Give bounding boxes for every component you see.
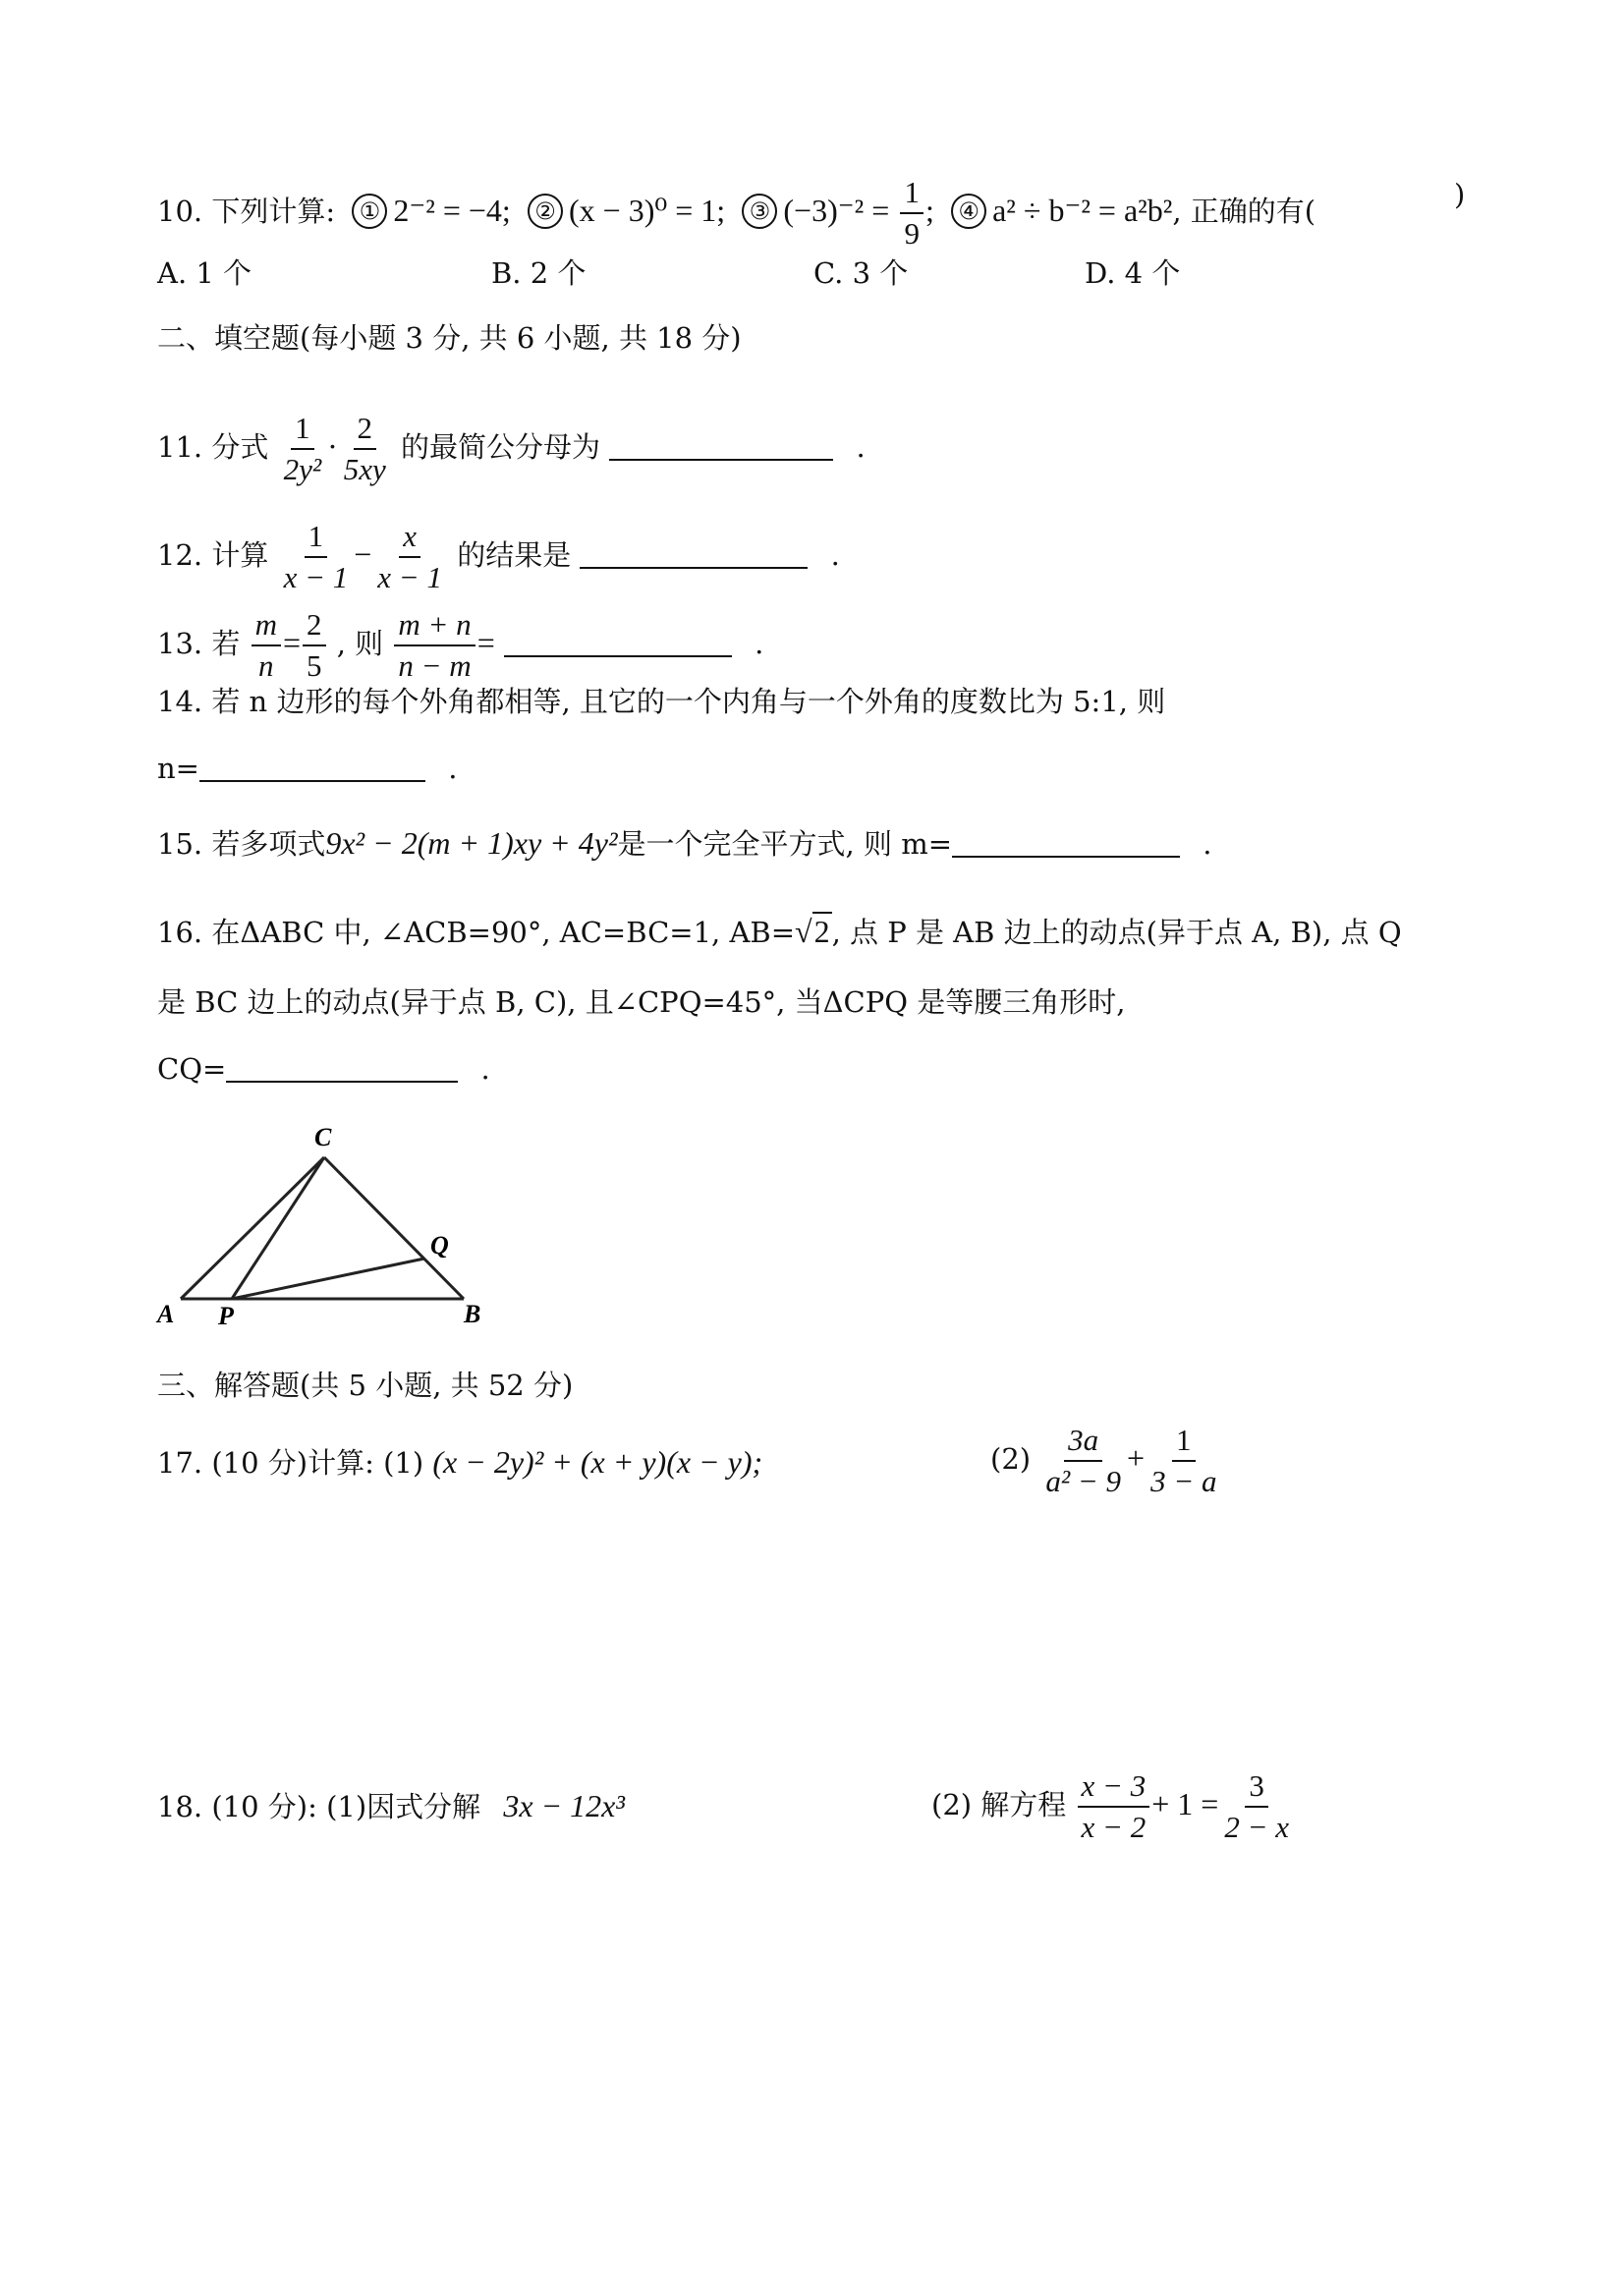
q17-fraction-2 xyxy=(1147,1423,1220,1499)
q12-f2-num-text: x xyxy=(403,519,418,553)
q12-fraction-2 xyxy=(373,519,446,595)
q12-end: . xyxy=(830,538,840,572)
q14-end: . xyxy=(448,752,458,785)
q15-label: 15. 若多项式 xyxy=(157,827,326,861)
q10-frac-num: 1 xyxy=(900,175,923,214)
q16-end: . xyxy=(480,1052,490,1086)
q17-f2-den-text: 3 − a xyxy=(1150,1464,1217,1498)
q17-label: 17. (10 分)计算: (1) xyxy=(157,1446,424,1480)
q13-f2-den: 5 xyxy=(307,648,322,683)
q10-option-d: D. 4 个 xyxy=(1085,256,1181,290)
q10-option-a: A. 1 个 xyxy=(157,256,252,290)
segment-cb xyxy=(324,1157,464,1299)
q13-f1-num-text: m xyxy=(254,607,277,642)
segment-cp xyxy=(232,1157,324,1299)
q17-part-2 xyxy=(990,1423,1223,1499)
q18-plus-one-eq: + 1 = xyxy=(1151,1786,1219,1821)
q10-option-mark-2: ② xyxy=(528,194,563,229)
q13-mid: , 则 xyxy=(336,627,384,660)
q12-f2-num xyxy=(399,519,420,558)
vertex-label-a: A xyxy=(157,1300,175,1328)
q11-f2-den xyxy=(340,450,390,487)
q13-f1-den-text: n xyxy=(258,648,274,683)
q16-line-1b: , 点 P 是 AB 边上的动点(异于点 A, B), 点 Q xyxy=(831,916,1402,949)
q10-expr-1: 2⁻² = −4; xyxy=(393,193,511,228)
q10-expr-4: a² ÷ b⁻² = a²b² xyxy=(992,193,1173,228)
q13-f1-den xyxy=(254,646,278,684)
q12-fraction-1 xyxy=(280,519,353,595)
q13-fraction-3 xyxy=(394,607,475,684)
q10-label: 10. 下列计算: xyxy=(157,195,336,228)
q12-f1-num: 1 xyxy=(305,519,328,558)
q13-fraction-2 xyxy=(303,607,326,684)
q11-fraction-2 xyxy=(340,411,390,487)
q11-end: . xyxy=(856,430,866,464)
q17-f2-num: 1 xyxy=(1172,1423,1196,1462)
q12-line xyxy=(157,519,840,595)
q16-sqrt: √2 xyxy=(795,914,830,949)
q10-expr-3: (−3)⁻² = xyxy=(783,193,890,228)
q10-frac-den: 9 xyxy=(904,216,920,251)
q17-line xyxy=(157,1442,762,1483)
q15-answer-blank[interactable] xyxy=(952,856,1180,858)
q18-fraction-2 xyxy=(1220,1768,1293,1845)
q10-expr-2: (x − 3)⁰ = 1; xyxy=(569,193,726,228)
q13-label: 13. 若 xyxy=(157,627,241,660)
q18-line xyxy=(157,1786,625,1826)
q10-option-mark-1: ① xyxy=(352,194,387,229)
q18-f2-den-text: 2 − x xyxy=(1224,1810,1289,1844)
q10-option-b: B. 2 个 xyxy=(491,256,587,290)
q17-fraction-1 xyxy=(1041,1423,1125,1499)
q17-expr-1: (x − 2y)² + (x + y)(x − y); xyxy=(432,1444,763,1480)
q10-option-c: C. 3 个 xyxy=(813,256,909,290)
q12-answer-blank[interactable] xyxy=(580,567,808,569)
q11-f2-den-text: 5xy xyxy=(343,452,386,486)
q12-text: 的结果是 xyxy=(457,538,572,572)
q13-f3-num xyxy=(394,607,475,646)
q15-end: . xyxy=(1203,827,1212,861)
q13-answer-blank[interactable] xyxy=(504,655,732,657)
q18-f1-den xyxy=(1078,1808,1150,1845)
q13-f3-den-text: n − m xyxy=(398,648,472,683)
q17-f1-den-text: a² − 9 xyxy=(1045,1464,1122,1498)
vertex-label-q: Q xyxy=(430,1231,449,1260)
q17-part-2-label: (2) xyxy=(990,1442,1032,1476)
q10-option-mark-3: ③ xyxy=(742,194,777,229)
q13-f2-num: 2 xyxy=(303,607,326,646)
q16-line-1a: 16. 在ΔABC 中, ∠ACB=90°, AC=BC=1, AB= xyxy=(157,916,796,949)
q12-f1-den xyxy=(280,558,353,595)
segment-pq xyxy=(232,1259,424,1299)
q18-f1-num-text: x − 3 xyxy=(1081,1768,1147,1803)
q13-line xyxy=(157,607,763,684)
q15-text: 是一个完全平方式, 则 m= xyxy=(617,827,952,861)
q18-part-2 xyxy=(931,1768,1295,1845)
q15-expr: 9x² − 2(m + 1)xy + 4y² xyxy=(325,825,618,861)
q11-f1-den xyxy=(280,450,326,487)
q14-line-1: 14. 若 n 边形的每个外角都相等, 且它的一个内角与一个外角的度数比为 5:1, 则 xyxy=(157,685,1166,718)
q18-expr-1: 3x − 12x³ xyxy=(503,1788,625,1823)
q13-end: . xyxy=(755,627,764,660)
q12-f1-den-text: x − 1 xyxy=(283,560,349,594)
section-2-heading: 二、填空题(每小题 3 分, 共 6 小题, 共 18 分) xyxy=(157,321,742,355)
q13-f3-den xyxy=(394,646,475,684)
q11-f2-num: 2 xyxy=(354,411,377,450)
q12-f2-den xyxy=(373,558,446,595)
q11-label: 11. 分式 xyxy=(157,430,269,464)
q17-f2-den xyxy=(1147,1462,1220,1499)
q12-f2-den-text: x − 1 xyxy=(377,560,442,594)
q10-expr-3-tail: ; xyxy=(924,193,934,228)
q18-label: 18. (10 分): (1)因式分解 xyxy=(157,1790,481,1823)
q16-triangle-figure xyxy=(147,1120,501,1336)
q12-label: 12. 计算 xyxy=(157,538,269,572)
q11-answer-blank[interactable] xyxy=(609,459,833,461)
q17-f1-num-text: 3a xyxy=(1068,1423,1099,1457)
q11-text: 的最简公分母为 xyxy=(401,430,601,464)
q16-sqrt-radicand: 2 xyxy=(813,914,830,949)
q13-fraction-1 xyxy=(252,607,281,684)
q18-f1-den-text: x − 2 xyxy=(1081,1810,1147,1844)
q18-f1-num xyxy=(1078,1768,1150,1808)
q13-eq2: = xyxy=(476,625,495,660)
q18-fraction-1 xyxy=(1078,1768,1150,1845)
q15-line xyxy=(157,823,1211,864)
q10-fraction xyxy=(900,175,923,252)
q18-f2-den xyxy=(1220,1808,1293,1845)
q10-line xyxy=(157,175,1315,252)
q18-part-2-label: (2) 解方程 xyxy=(931,1788,1067,1821)
q11-f1-den-text: 2y² xyxy=(283,452,322,486)
q16-label-cq: CQ= xyxy=(157,1052,227,1086)
segment-ac xyxy=(181,1157,324,1299)
vertex-label-p: P xyxy=(218,1302,234,1330)
q17-plus: + xyxy=(1127,1440,1146,1476)
q13-f1-num xyxy=(252,607,281,646)
q10-tail: , 正确的有( xyxy=(1172,195,1316,228)
q18-f2-num: 3 xyxy=(1245,1768,1268,1808)
q11-line xyxy=(157,411,866,487)
q16-answer-blank[interactable] xyxy=(226,1081,458,1083)
q11-f1-num: 1 xyxy=(291,411,314,450)
q14-label-n: n= xyxy=(157,752,199,785)
q16-line-3 xyxy=(157,1049,490,1089)
q10-close-paren: ) xyxy=(1454,178,1466,211)
q13-eq: = xyxy=(282,625,301,660)
q12-minus: − xyxy=(354,536,372,572)
q13-f3-num-text: m + n xyxy=(398,607,472,642)
section-3-heading: 三、解答题(共 5 小题, 共 52 分) xyxy=(157,1369,574,1402)
vertex-label-c: C xyxy=(314,1123,332,1151)
q17-f1-den xyxy=(1041,1462,1125,1499)
q16-line-1 xyxy=(157,912,1402,952)
q10-option-mark-4: ④ xyxy=(951,194,986,229)
q11-dot: · xyxy=(327,428,338,464)
q14-line-2 xyxy=(157,749,457,788)
q11-fraction-1 xyxy=(280,411,326,487)
q16-line-2: 是 BC 边上的动点(异于点 B, C), 且∠CPQ=45°, 当ΔCPQ 是等腰三角形时, xyxy=(157,985,1126,1019)
vertex-label-b: B xyxy=(464,1300,481,1328)
q17-f1-num xyxy=(1064,1423,1102,1462)
q14-answer-blank[interactable] xyxy=(199,780,425,782)
